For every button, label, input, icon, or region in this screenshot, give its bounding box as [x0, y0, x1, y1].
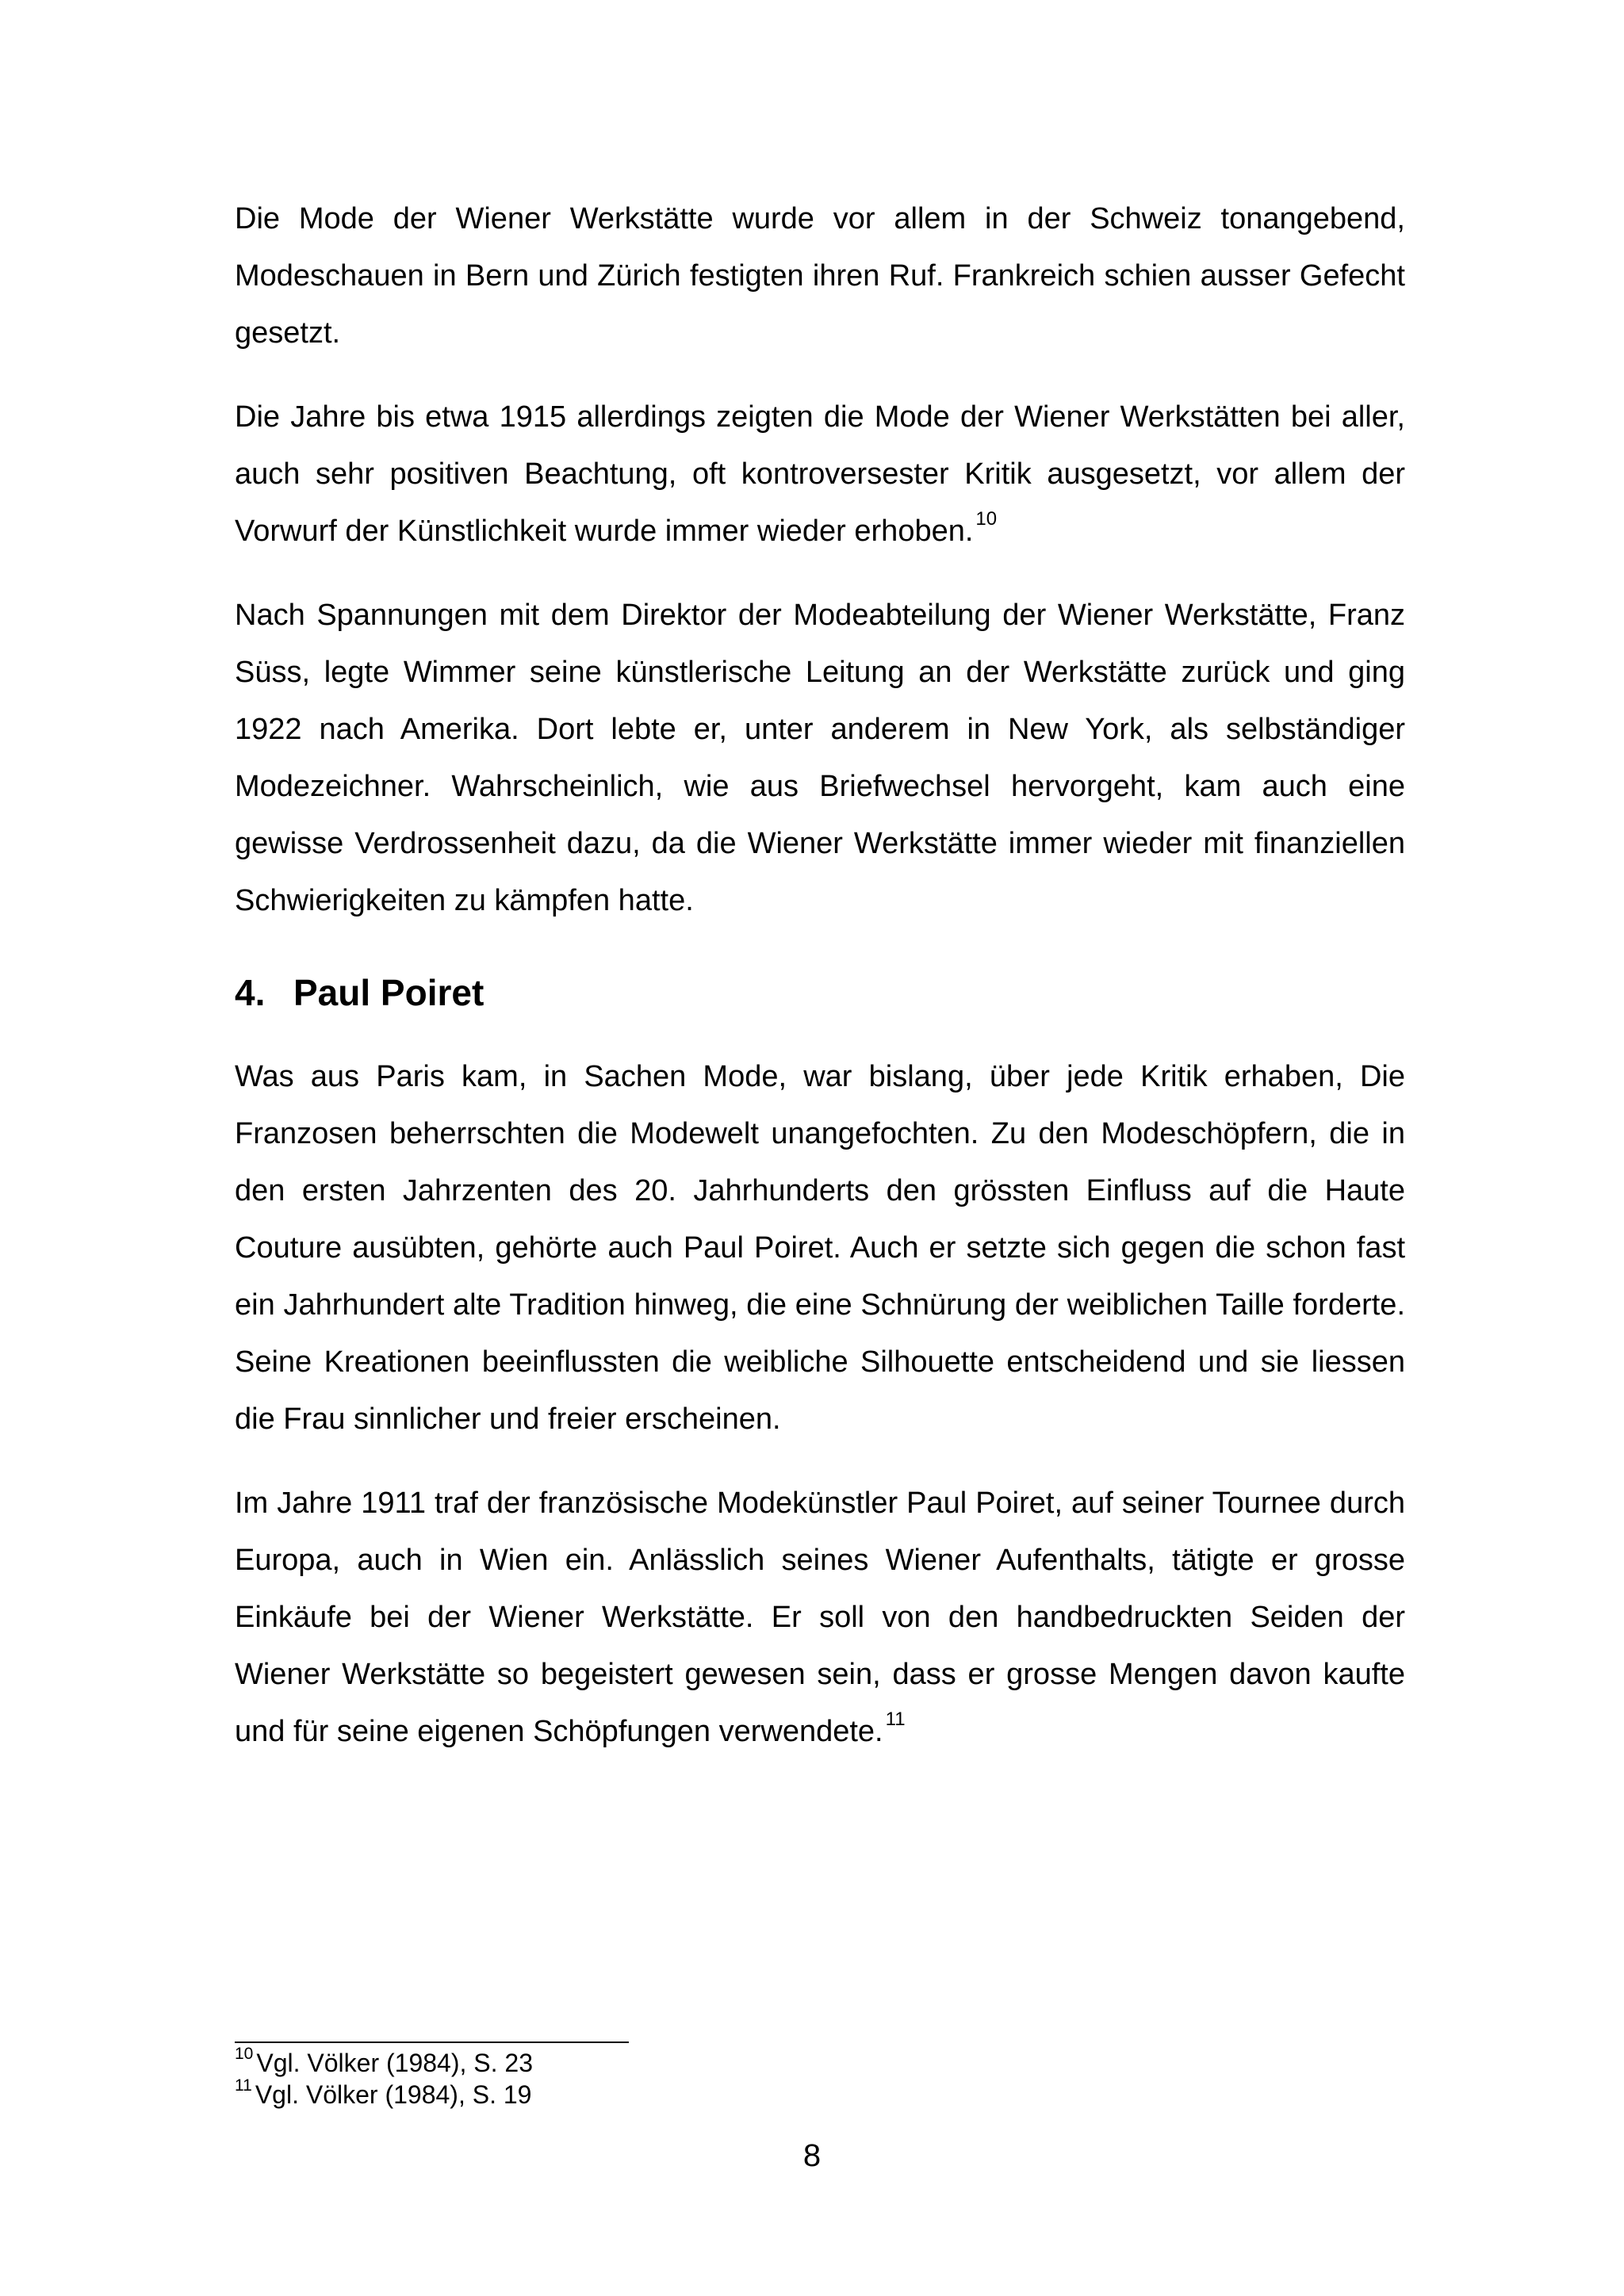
- footnotes: [235, 2047, 533, 2110]
- paragraph-text: Was aus Paris kam, in Sachen Mode, war bislang, über jede Kritik erhaben, Die Franzosen beherrschten die Modewelt unangefochten. Zu den Modeschöpfern, die in den ersten Jahrzenten des 20. Jahrhunderts den grössten Einfluss auf die Haute Couture ausübten, gehörte auch Paul Poiret. Auch er setzte sich gegen die schon fast ein Jahrhundert alte Tradition hinweg, die eine Schnürung der weiblichen Taille forderte. Seine Kreationen beeinflussten die weibliche Silhouette entscheidend und sie liessen die Frau sinnlicher und freier erscheinen.: [235, 1060, 1405, 1436]
- footnote-reference: 10: [975, 508, 998, 530]
- footnote: [235, 2047, 533, 2079]
- section-heading: [235, 964, 1405, 1021]
- footnote-text: Vgl. Völker (1984), S. 23: [256, 2049, 533, 2077]
- footnote-number: 10: [235, 2045, 254, 2064]
- paragraph: [235, 190, 1405, 362]
- paragraph-text: Die Mode der Wiener Werkstätte wurde vor allem in der Schweiz tonangebend, Modeschauen in Bern und Zürich festigten ihren Ruf. Frankreich schien ausser Gefecht gesetzt.: [235, 202, 1405, 350]
- footnote-separator: [235, 2042, 629, 2043]
- paragraph: [235, 1048, 1405, 1448]
- paragraph-text: Nach Spannungen mit dem Direktor der Modeabteilung der Wiener Werkstätte, Franz Süss, legte Wimmer seine künstlerische Leitung an der Werkstätte zurück und ging 1922 nach Amerika. Dort lebte er, unter anderem in New York, als selbständiger Modezeichner. Wahrscheinlich, wie aus Briefwechsel hervorgeht, kam auch eine gewisse Verdrossenheit dazu, da die Wiener Werkstätte immer wieder mit finanziellen Schwierigkeiten zu kämpfen hatte.: [235, 599, 1405, 917]
- paragraph-text: Im Jahre 1911 traf der französische Modekünstler Paul Poiret, auf seiner Tournee durch Europa, auch in Wien ein. Anlässlich seines Wiener Aufenthalts, tätigte er grosse Einkäufe bei der Wiener Werkstätte. Er soll von den handbedruckten Seiden der Wiener Werkstätte so begeistert gewesen sein, dass er grosse Mengen davon kaufte und für seine eigenen Schöpfungen verwendete.: [235, 1487, 1405, 1748]
- footnote: [235, 2076, 533, 2110]
- paragraph: [235, 1475, 1405, 1760]
- paragraph: [235, 388, 1405, 560]
- paragraph: [235, 587, 1405, 929]
- footnote-reference: 11: [885, 1709, 906, 1731]
- footnote-text: Vgl. Völker (1984), S. 19: [255, 2080, 532, 2109]
- paragraph-text: Die Jahre bis etwa 1915 allerdings zeigten die Mode der Wiener Werkstätten bei aller, auch sehr positiven Beachtung, oft kontroversester Kritik ausgesetzt, vor allem der Vorwurf der Künstlichkeit wurde immer wieder erhoben.: [235, 400, 1405, 548]
- section-number: 4.: [235, 972, 266, 1013]
- footnote-number: 11: [235, 2076, 252, 2095]
- page-body: [235, 190, 1405, 1760]
- section-title: Paul Poiret: [293, 972, 485, 1013]
- page-number: 8: [802, 2138, 822, 2173]
